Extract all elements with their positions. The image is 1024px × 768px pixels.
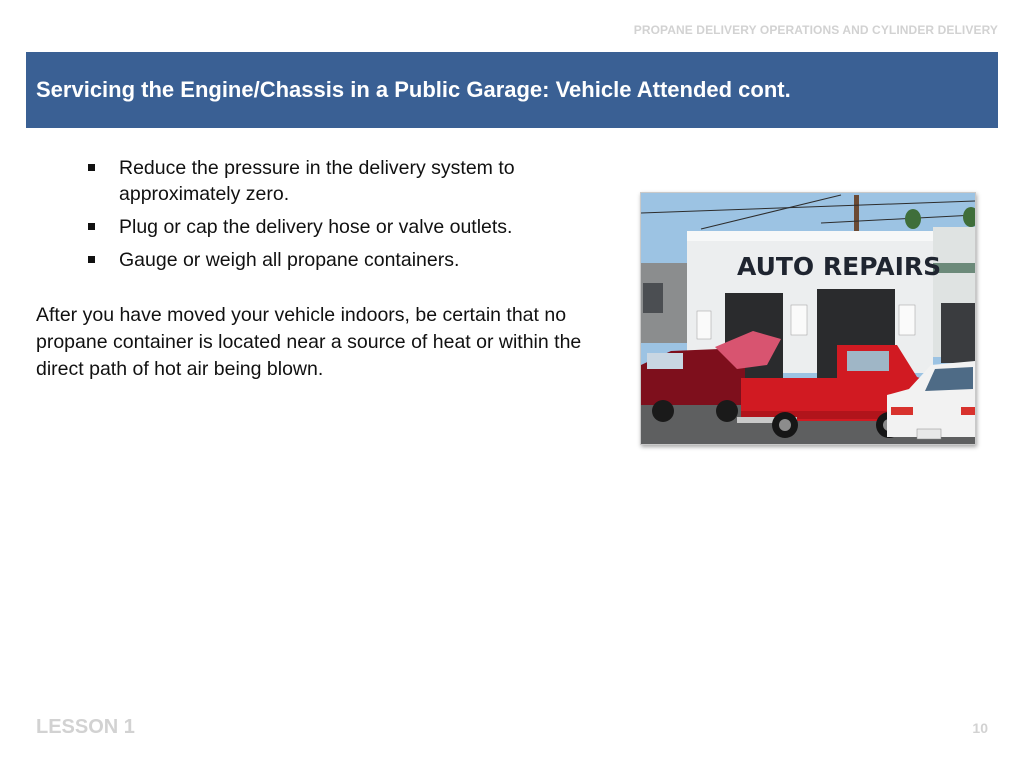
bullet-list	[88, 155, 598, 280]
course-header: PROPANE DELIVERY OPERATIONS AND CYLINDER DELIVERY	[633, 23, 998, 37]
bullet-item	[88, 155, 598, 207]
title-bar	[26, 52, 998, 128]
auto-repairs-sign: AUTO REPAIRS	[737, 252, 942, 281]
square-bullet-icon	[88, 256, 95, 263]
slide-title: Servicing the Engine/Chassis in a Public Garage: Vehicle Attended cont.	[36, 77, 791, 102]
bullet-text: Gauge or weigh all propane containers.	[119, 249, 460, 271]
page-number: 10	[972, 720, 988, 736]
bullet-item	[88, 247, 598, 273]
footer-lesson-label: LESSON 1	[36, 716, 135, 738]
square-bullet-icon	[88, 223, 95, 230]
bullet-text: Plug or cap the delivery hose or valve outlets.	[119, 216, 513, 238]
body-paragraph: After you have moved your vehicle indoors, be certain that no propane container is located near a source of heat or within the direct path of hot air being blown.	[36, 304, 582, 380]
bullet-item	[88, 214, 598, 240]
square-bullet-icon	[88, 164, 95, 171]
bullet-text: Reduce the pressure in the delivery system to approximately zero.	[119, 157, 515, 205]
auto-repairs-photo	[640, 192, 976, 445]
